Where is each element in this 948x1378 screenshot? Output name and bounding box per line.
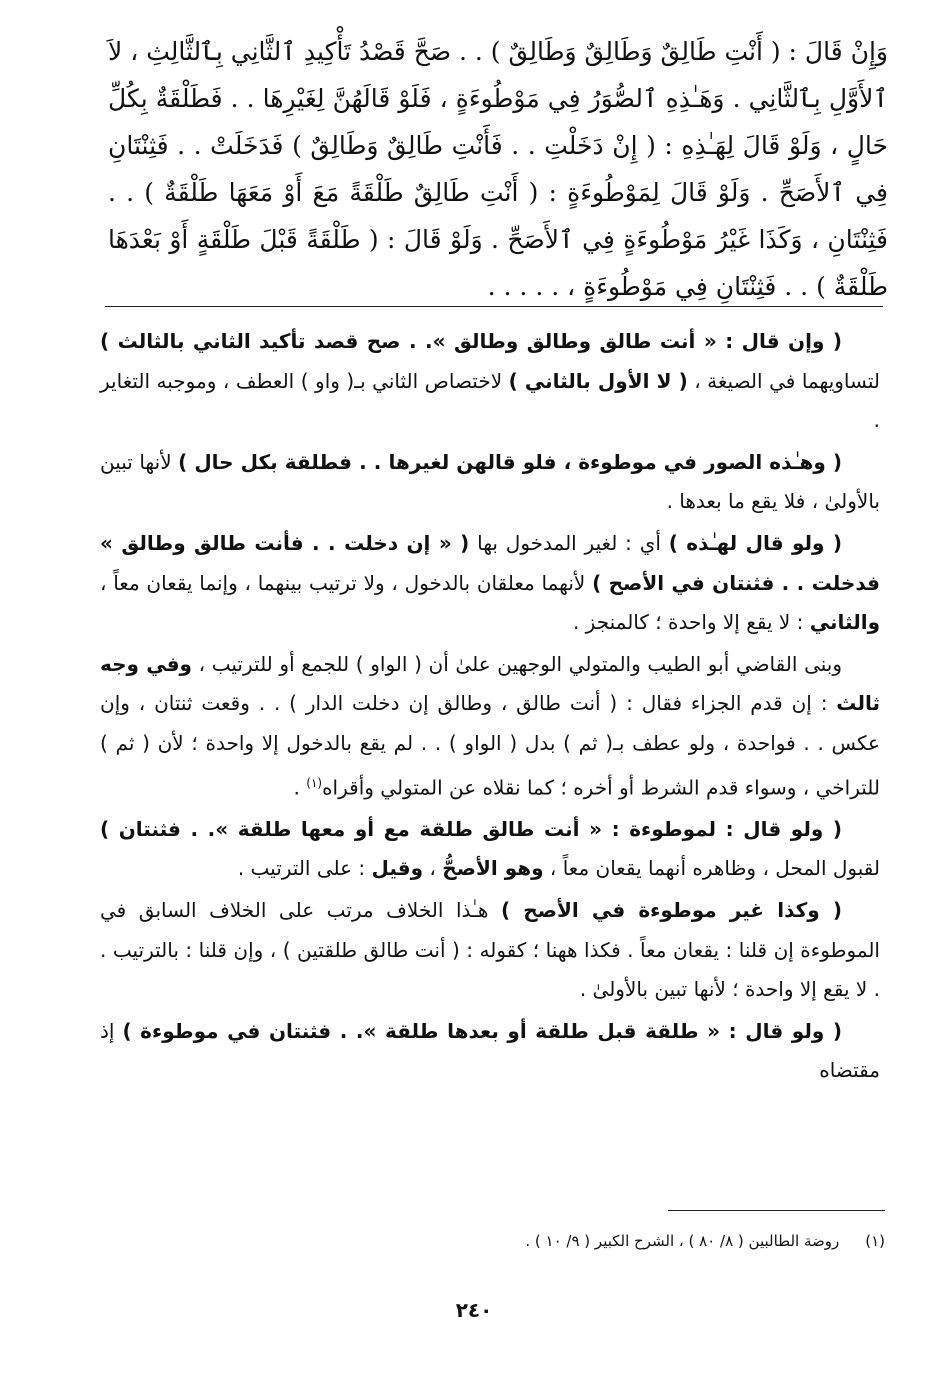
emphasis-term: والثاني — [809, 610, 880, 635]
sharh-paragraph — [100, 443, 880, 522]
matn-text: وَإِنْ قَالَ : ( أَنْتِ طَالِقٌ وَطَالِقٌ وَطَالِقٌ ) . . صَحَّ قَصْدُ تَأْكِيدِ ٱلثَّانِي بِٱلثَّالِثِ ، لاَ ٱلأَوَّلِ بِٱلثَّانِي . وَهَـٰذِهِ ٱلصُّوَرُ فِي مَوْطُوءَةٍ ، فَلَوْ قَالَهُنَّ لِغَيْرِهَا . . فَطَلْقَةٌ بِكُلِّ حَالٍ ، وَلَوْ قَالَ لِهَـٰذِهِ : ( إِنْ دَخَلْتِ . . فَأَنْتِ طَالِقٌ وَطَالِقٌ ) فَدَخَلَتْ . . فَثِنْتَانِ فِي ٱلأَصَحِّ . وَلَوْ قَالَ لِمَوْطُوءَةٍ : ( أَنْتِ طَالِقٌ طَلْقَةً مَعَ أَوْ مَعَهَا طَلْقَةٌ ) . . فَثِنْتَانِ ، وَكَذَا غَيْرُ مَوْطُوءَةٍ فِي ٱلأَصَحِّ . وَلَوْ قَالَ : ( طَلْقَةً قَبْلَ طَلْقَةٍ أَوْ بَعْدَهَا طَلْقَةٌ ) . . فَثِنْتَانِ فِي مَوْطُوءَةٍ ، . . . . . — [108, 37, 888, 301]
commentary-text: : إن قدم الجزاء فقال : ( أنت طالق ، وطالق إن دخلت الدار ) . . وقعت ثنتان ، وإن عكس . . فواحدة ، ولو عطف بـ( ثم ) بدل ( الواو ) . . لم يقع بالدخول إلا واحدة ؛ لأن ( ثم ) للتراخي ، وسواء قدم الشرط أو أخره ؛ كما نقلاه عن المتولي وأقراه — [100, 691, 880, 800]
commentary-text: : على الترتيب . — [237, 856, 372, 881]
commentary-text: . — [293, 775, 307, 800]
quoted-matn: ( ولو قال : « طلقة قبل طلقة أو بعدها طلقة ». . فثنتان في موطوءة ) — [122, 1018, 842, 1043]
commentary-text: لتساويهما في الصيغة ، — [687, 368, 880, 393]
footnote-number: (١) — [865, 1232, 885, 1250]
commentary-text: لأنهما معلقان بالدخول ، ولا ترتيب بينهما ، وإنما يقعان معاً ، — [100, 570, 593, 595]
commentary-text: ، — [423, 856, 443, 881]
sharh-paragraph — [100, 322, 880, 441]
footnote-separator — [668, 1210, 885, 1211]
quoted-matn: ( وكذا غير موطوءة في الأصح ) — [500, 897, 843, 922]
quoted-matn: ( وإن قال : « أنت طالق وطالق وطالق ». . صح قصد تأكيد الثاني بالثالث ) — [100, 329, 842, 353]
commentary-text: وبنى القاضي أبو الطيب والمتولي الوجهين علىٰ أن ( الواو ) للجمع أو للترتيب ، — [192, 651, 842, 676]
quoted-matn: ( ولو قال : لموطوءة : « أنت طالق طلقة مع أو معها طلقة ». . فثنتان ) — [100, 816, 842, 841]
emphasis-term: وهو الأصحُّ — [442, 856, 544, 881]
page-number: ٢٤٠ — [455, 1298, 493, 1322]
footnote — [380, 1228, 885, 1254]
sharh-paragraph — [100, 810, 880, 889]
sharh-paragraph — [100, 1012, 880, 1091]
quoted-matn: ( « إن دخلت . . فأنت طالق وطالق » فدخلت . . فثنتان في الأصح ) — [100, 530, 880, 595]
footnote-text: روضة الطالبين ( ٨/ ٨٠ ) ، الشرح الكبير ( ٩/ ١٠ ) . — [525, 1232, 840, 1250]
quoted-matn: ( وهـٰذه الصور في موطوءة ، فلو قالهن لغيرها . . فطلقة بكل حال ) — [178, 449, 842, 474]
commentary-text: لاختصاص الثاني بـ( واو ) العطف ، وموجبه التغاير . — [100, 368, 880, 433]
sharh-commentary — [100, 322, 880, 1091]
commentary-text: لقبول المحل ، وظاهره أنهما يقعان معاً ، — [543, 856, 880, 881]
separator-line — [105, 306, 883, 307]
sharh-paragraph — [100, 891, 880, 1010]
quoted-matn: ( لا الأول بالثاني ) — [508, 368, 688, 393]
commentary-text: هـٰذا الخلاف مرتب على الخلاف السابق في الموطوءة إن قلنا : يقعان معاً . فكذا ههنا ؛ كقوله : ( أنت طالق طلقتين ) ، وإن قلنا : بالترتيب . . لا يقع إلا واحدة ؛ لأنها تبين بالأولىٰ . — [100, 897, 880, 1002]
commentary-text: أي : لغير المدخول بها — [469, 530, 669, 555]
sharh-paragraph — [100, 645, 880, 808]
footnote-reference[interactable]: (١) — [306, 775, 323, 790]
commentary-text: لأنها تبين بالأولىٰ ، فلا يقع ما بعدها . — [100, 449, 880, 514]
commentary-text: : لا يقع إلا واحدة ؛ كالمنجز . — [572, 610, 810, 635]
emphasis-term: وقيل — [371, 856, 424, 881]
emphasis-term: وفي وجه ثالث — [100, 651, 880, 716]
quoted-matn: ( ولو قال لهـٰذه ) — [668, 530, 842, 555]
commentary-text: إذ مقتضاه — [100, 1018, 880, 1083]
sharh-paragraph — [100, 524, 880, 643]
